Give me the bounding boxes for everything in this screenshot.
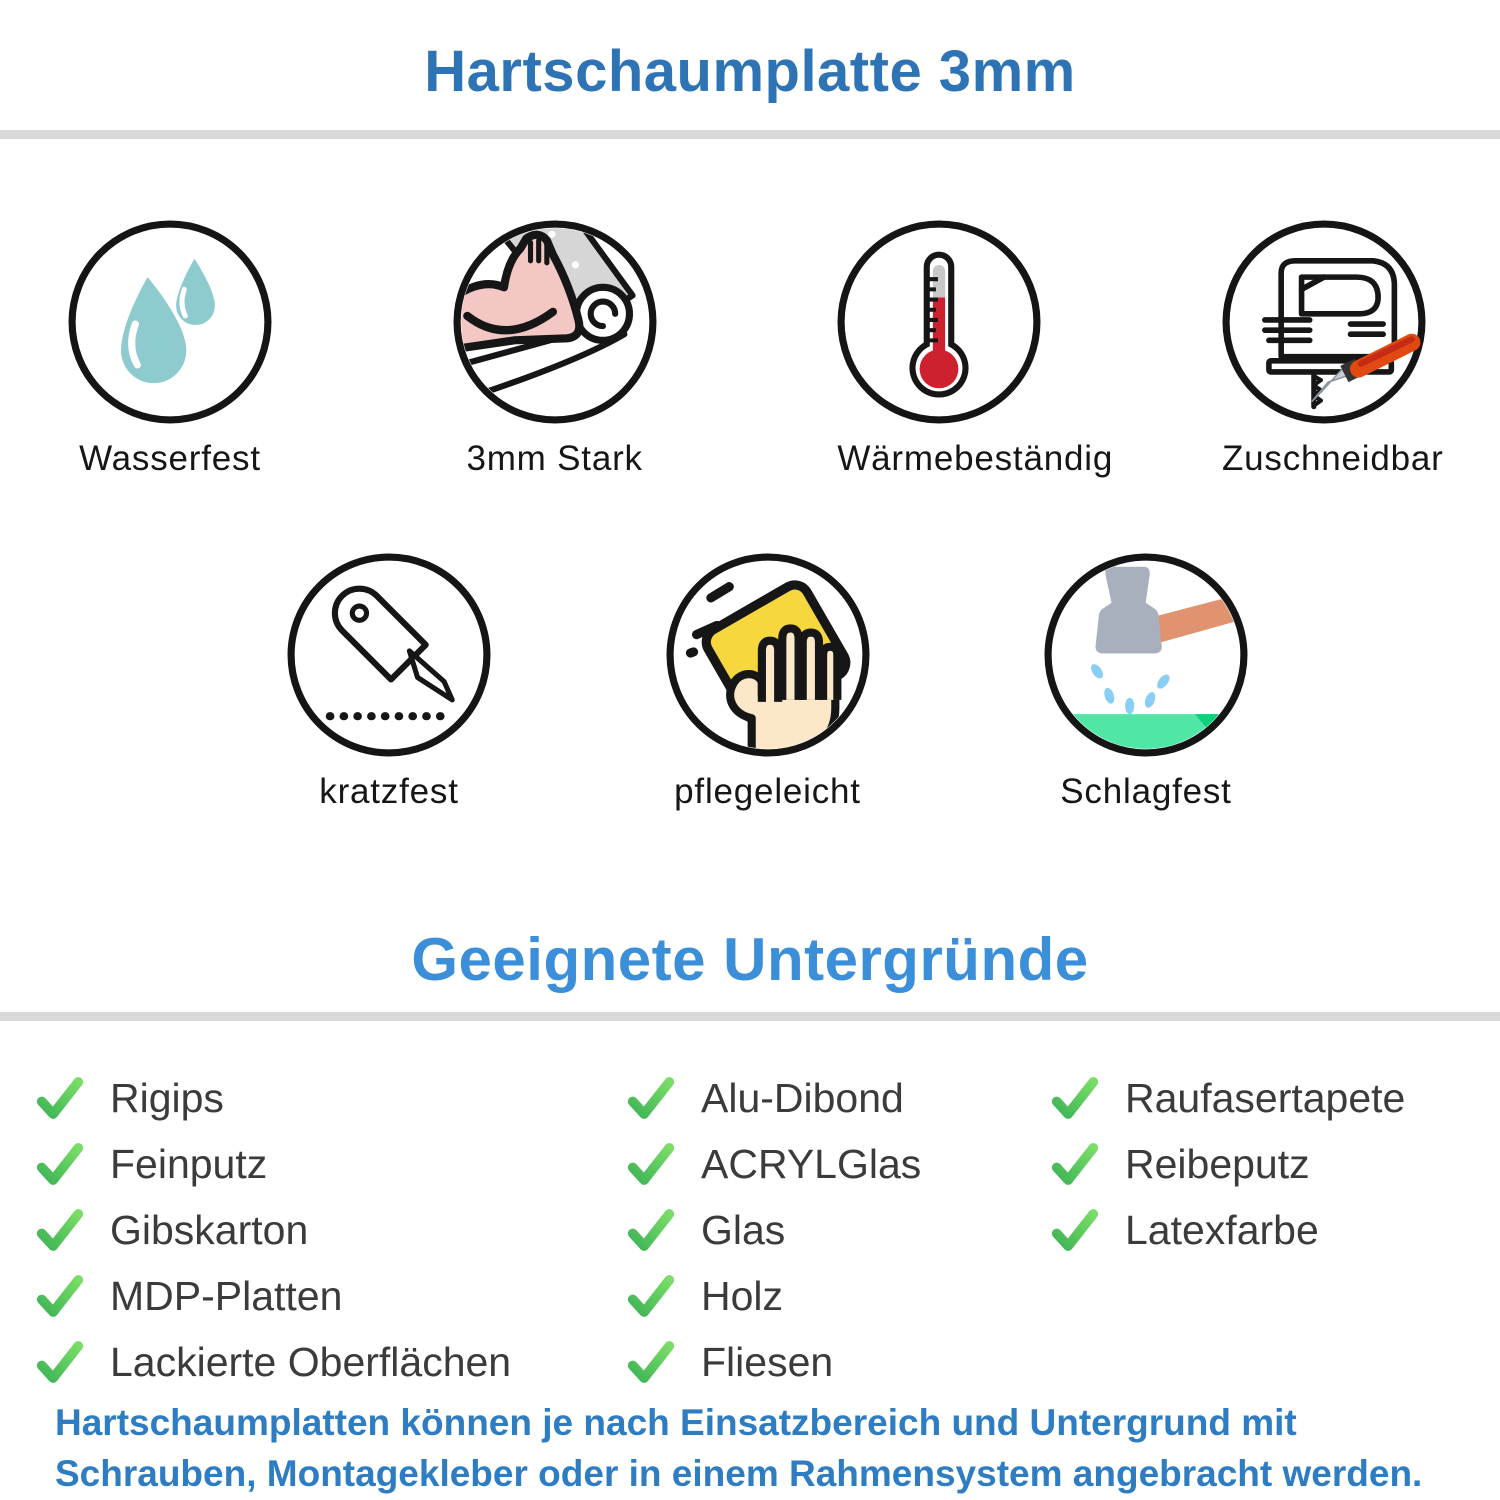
feature-label: Schlagfest: [1060, 772, 1232, 811]
mounting-note-line: Schrauben, Montagekleber oder in einem Rahmensystem angebracht werden.: [55, 1453, 1423, 1494]
list-item: [36, 1197, 627, 1263]
list-item: [627, 1131, 1051, 1197]
feature-label: kratzfest: [319, 772, 459, 811]
list-item: [1051, 1065, 1500, 1131]
feature-impact-resistant: [1044, 553, 1248, 813]
list-item: [627, 1197, 1051, 1263]
mounting-note-line: Hartschaumplatten können je nach Einsatzbereich und Untergrund mit: [55, 1402, 1297, 1443]
substrates-column-3: [1051, 1065, 1500, 1395]
feature-row-2: [0, 553, 1500, 813]
list-item-label: Gibskarton: [110, 1206, 309, 1253]
checkmark-icon: [627, 1340, 675, 1384]
list-item-label: Lackierte Oberflächen: [110, 1338, 512, 1385]
checkmark-icon: [36, 1076, 84, 1120]
checkmark-icon: [36, 1208, 84, 1252]
feature-scratchproof: [287, 553, 491, 813]
list-item: [627, 1065, 1051, 1131]
list-item: [627, 1329, 1051, 1395]
feature-row-1: [0, 220, 1500, 480]
list-item: [36, 1329, 627, 1395]
list-item: [1051, 1131, 1500, 1197]
feature-easy-care: [666, 553, 870, 813]
water-drops-icon: [68, 220, 272, 424]
hammer-impact-icon: [1044, 553, 1248, 757]
list-item: [36, 1263, 627, 1329]
list-item-label: Glas: [701, 1206, 786, 1253]
list-item: [1051, 1197, 1500, 1263]
list-item-label: MDP-Platten: [110, 1272, 343, 1319]
section-title-substrates: Geeignete Untergründe: [411, 926, 1089, 993]
feature-heat-resistant: [837, 220, 1114, 480]
mounting-note: [0, 1397, 1500, 1499]
checkmark-icon: [36, 1340, 84, 1384]
list-item-label: Holz: [701, 1272, 784, 1319]
substrates-column-1: [36, 1065, 627, 1395]
checkmark-icon: [36, 1142, 84, 1186]
list-item-label: Reibeputz: [1125, 1140, 1310, 1187]
flexed-arm-rolled-board-icon: [453, 220, 657, 424]
feature-label: Wärmebeständig: [837, 439, 1114, 478]
divider: [0, 1012, 1500, 1021]
substrates-column-2: [627, 1065, 1051, 1395]
page-title: Hartschaumplatte 3mm: [424, 39, 1076, 104]
list-item: [36, 1065, 627, 1131]
thermometer-icon: [837, 220, 1041, 424]
list-item-label: Feinputz: [110, 1140, 268, 1187]
jigsaw-and-cutter-icon: [1222, 220, 1426, 424]
divider: [0, 130, 1500, 139]
list-item-label: Fliesen: [701, 1338, 834, 1385]
checkmark-icon: [627, 1274, 675, 1318]
substrates-list: [0, 1065, 1500, 1395]
feature-waterproof: [68, 220, 272, 480]
feature-label: pflegeleicht: [674, 772, 861, 811]
checkmark-icon: [627, 1142, 675, 1186]
list-item: [627, 1263, 1051, 1329]
list-item-label: Rigips: [110, 1074, 224, 1121]
list-item-label: Latexfarbe: [1125, 1206, 1319, 1253]
checkmark-icon: [627, 1076, 675, 1120]
feature-label: Wasserfest: [79, 439, 261, 478]
feature-cuttable: [1221, 220, 1444, 480]
checkmark-icon: [627, 1208, 675, 1252]
utility-knife-icon: [287, 553, 491, 757]
feature-thickness: [453, 220, 657, 480]
checkmark-icon: [1051, 1076, 1099, 1120]
checkmark-icon: [36, 1274, 84, 1318]
list-item-label: Alu-Dibond: [701, 1074, 904, 1121]
checkmark-icon: [1051, 1142, 1099, 1186]
list-item: [36, 1131, 627, 1197]
list-item-label: Raufasertapete: [1125, 1074, 1406, 1121]
feature-label: 3mm Stark: [466, 439, 643, 478]
hand-wiping-cloth-icon: [666, 553, 870, 757]
checkmark-icon: [1051, 1208, 1099, 1252]
feature-label: Zuschneidbar: [1221, 439, 1444, 478]
list-item-label: ACRYLGlas: [701, 1140, 922, 1187]
